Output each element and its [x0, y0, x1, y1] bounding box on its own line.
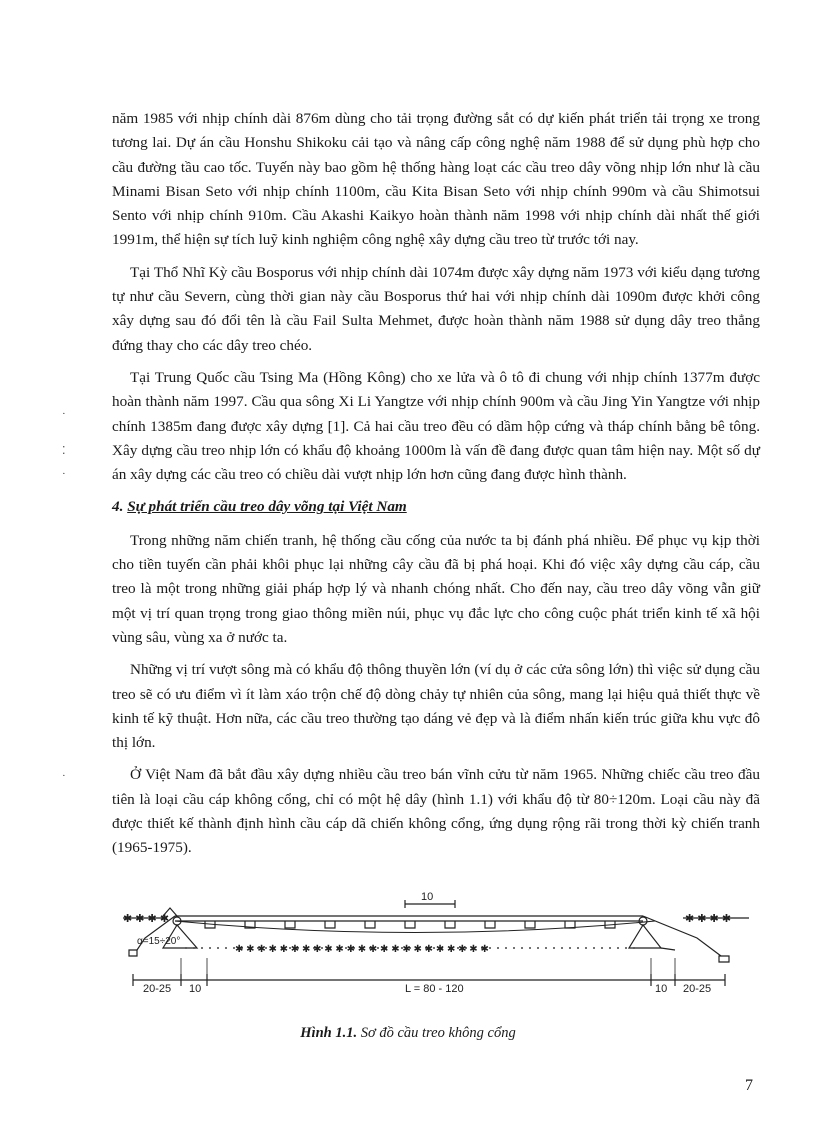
section-heading — [112, 495, 760, 519]
svg-text:✱ ✱ ✱ ✱: ✱ ✱ ✱ ✱ — [123, 913, 170, 925]
svg-text:✱ ✱ ✱ ✱: ✱ ✱ ✱ ✱ — [685, 913, 732, 925]
margin-mark: · — [62, 408, 66, 420]
dim-span-label: L = 80 - 120 — [405, 983, 464, 995]
svg-text:✱ ✱ ✱ ✱ ✱ ✱ ✱ ✱ ✱ ✱ ✱ ✱ ✱ ✱ ✱: ✱ ✱ ✱ ✱ ✱ ✱ ✱ ✱ ✱ ✱ ✱ ✱ ✱ ✱ ✱ ✱ ✱ ✱ ✱ ✱ ✱ ✱ ✱ — [235, 944, 489, 955]
section-title: Sự phát triển cầu treo dây võng tại Việt Nam — [127, 498, 407, 516]
deck-cross-beams — [205, 921, 615, 928]
angle-label: α=15÷20° — [137, 936, 181, 947]
right-bank-slope — [661, 948, 675, 950]
caption-label: Hình 1.1. — [300, 1025, 358, 1041]
right-anchor-block — [719, 956, 729, 962]
figure-bridge-diagram — [115, 888, 755, 1008]
margin-mark: ⁚ — [62, 445, 66, 457]
paragraph-japan: năm 1985 với nhịp chính dài 876m dùng cho tải trọng đường sắt có dự kiến phát triển tải trọng xe trong tương lai. Dự án cầu Honshu Shikoku cải tạo và nâng cấp công nghệ năm 1988 để sử dụng phù hợp cho cầu đường tầu cao tốc. Tuyến này bao gồm hệ thống hàng loạt các cầu treo dây võng nhịp lớn như là cầu Minami Bisan Seto với nhịp chính 1100m, cầu Kita Bisan Seto với nhịp chính 990m và cầu Shimotsui Sento với nhịp chính 910m. Cầu Akashi Kaikyo hoàn thành năm 1998 với nhịp chính dài nhất thế giới 1991m, thể hiện sự tích luỹ kinh nghiệm công nghệ xây dựng cầu treo từ trước tới nay. — [112, 110, 760, 249]
dim-extension-lines — [181, 958, 675, 974]
paragraph-river-crossing: Những vị trí vượt sông mà có khẩu độ thông thuyền lớn (ví dụ ở các cửa sông lớn) thì việc sử dụng cầu treo sẽ có ưu điểm vì ít làm xáo trộn chế độ dòng chảy tự nhiên của sông, mang lại hiệu quả thiết thực về kinh tế kỹ thuật. Hơn nữa, các cầu treo thường tạo dáng vẻ đẹp và là điểm nhấn kiến trúc giữa khu vực đô thị lớn. — [112, 661, 760, 752]
dim-right-gap-label: 10 — [655, 983, 668, 995]
paragraph-china: Tại Trung Quốc cầu Tsing Ma (Hồng Kông) cho xe lửa và ô tô đi chung với nhịp chính 1377m được hoàn thành năm 1997. Cầu qua sông Xi Li Yangtze với nhịp chính 900m và cầu Jing Yin Yangtze với nhịp chính 1385m đang được xây dựng [1]. Cả hai cầu treo đều có dầm hộp cứng và tháp chính bằng bê tông. Xây dựng cầu treo nhịp lớn có khẩu độ khoảng 1000m là vấn đề đang được quan tâm hiện nay. Một số dự án xây dựng các cầu treo có chiều dài vượt nhịp lớn hơn cũng đang được hình thành. — [112, 368, 760, 484]
left-anchor-block — [129, 950, 137, 956]
margin-mark: · — [62, 770, 66, 782]
paragraph-turkey: Tại Thổ Nhĩ Kỳ cầu Bosporus với nhịp chính dài 1074m được xây dựng năm 1973 với kiểu dạng tương tự như cầu Severn, cùng thời gian này cầu Bosporus thứ hai với nhịp chính dài 1090m được khởi công xây dựng sau đó đổi tên là cầu Fail Sulta Mehmet, được hoàn thành năm 1988 sử dụng dây treo thẳng đứng thay cho các dây treo chéo. — [112, 263, 760, 354]
margin-mark: · — [62, 468, 66, 480]
dim-right-anchor-label: 20-25 — [683, 983, 712, 995]
caption-text: Sơ đồ cầu treo không cổng — [360, 1025, 516, 1041]
body-text — [112, 107, 760, 869]
figure-caption — [0, 1025, 816, 1042]
section-number: 4. — [112, 498, 124, 516]
paragraph-vietnam-1965: Ở Việt Nam đã bắt đầu xây dựng nhiều cầu treo bán vĩnh cửu từ năm 1965. Những chiếc cầu treo đầu tiên là loại cầu cáp không cổng, chỉ có một hệ dây (hình 1.1) với khẩu độ từ 80÷120m. Loại cầu này đã được thiết kế thành định hình cầu cáp dã chiến không cổng, ứng dụng rộng rãi trong thời kỳ chiến tranh (1965-1975). — [112, 766, 760, 857]
dim-left-gap-label: 10 — [189, 983, 202, 995]
dim-left-anchor-label: 20-25 — [143, 983, 172, 995]
bridge-schematic — [115, 888, 755, 1008]
right-pier — [629, 925, 661, 948]
paragraph-war-history: Trong những năm chiến tranh, hệ thống cầu cống của nước ta bị đánh phá nhiều. Để phục vụ kịp thời cho tiền tuyến cần phải khôi phục lại những cây cầu đã bị phá hoại. Khi đó việc xây dựng cầu cáp, cầu treo là một trong những giải pháp hợp lý và nhanh chóng nhất. Cho đến nay, cầu treo dây võng vẫn giữ một vị trí quan trọng trong giao thông miền núi, phục vụ đắc lực cho công cuộc phát triển kinh tế xã hội vùng sâu, vùng xa ở nước ta. — [112, 531, 760, 646]
dim-top-label: 10 — [421, 891, 434, 903]
page-number: 7 — [745, 1077, 753, 1094]
